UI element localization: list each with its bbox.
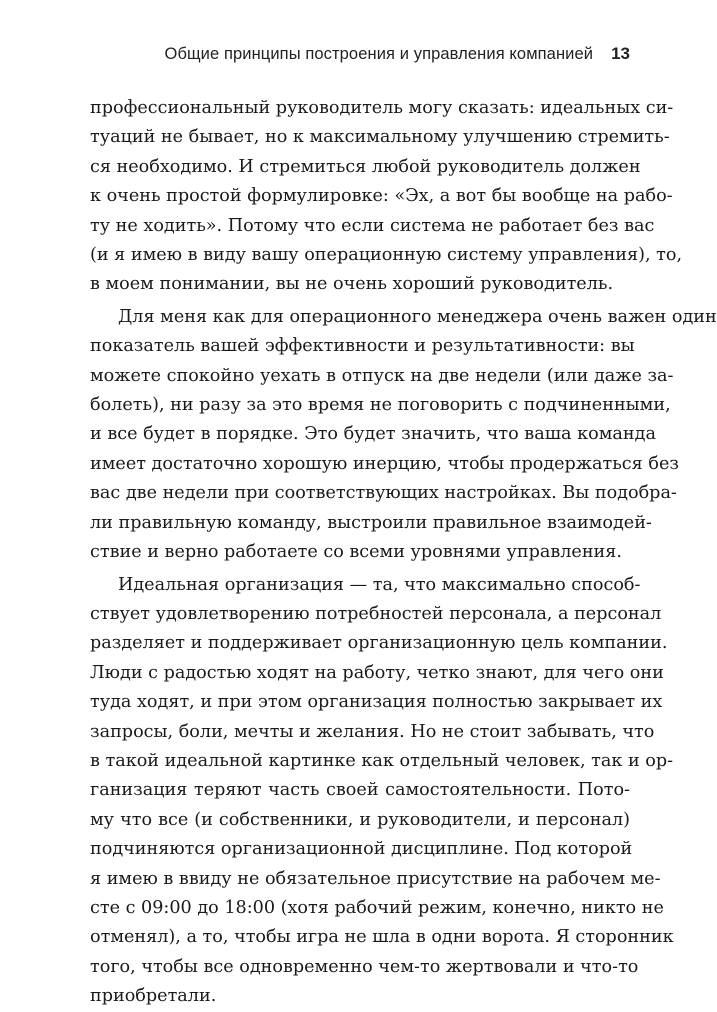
text-line: ли правильную команду, выстроили правильное взаимодей- bbox=[90, 512, 652, 533]
text-line: ганизация теряют часть своей самостоятельности. Пото- bbox=[90, 780, 630, 801]
page-number: 13 bbox=[611, 44, 630, 63]
paragraph-2 bbox=[90, 303, 717, 568]
text-line: му что все (и собственники, и руководители, и персонал) bbox=[90, 809, 630, 830]
text-line: вас две недели при соответствующих настройках. Вы подобра- bbox=[90, 483, 677, 504]
text-line: можете спокойно уехать в отпуск на две недели (или даже за- bbox=[90, 365, 674, 386]
text-line: сте с 09:00 до 18:00 (хотя рабочий режим, конечно, никто не bbox=[90, 897, 664, 918]
body-text bbox=[90, 94, 717, 1012]
text-line: Идеальная организация — та, что максимально способ- bbox=[118, 574, 641, 595]
text-line: ся необходимо. И стремиться любой руководитель должен bbox=[90, 156, 641, 177]
paragraph-1 bbox=[90, 94, 683, 300]
text-line: того, чтобы все одновременно чем-то жертвовали и что-то bbox=[90, 956, 639, 977]
text-line: подчиняются организационной дисциплине. Под которой bbox=[90, 839, 633, 860]
running-head bbox=[90, 44, 630, 64]
text-line: туда ходят, и при этом организация полностью закрывает их bbox=[90, 692, 663, 713]
text-line: Люди с радостью ходят на работу, четко знают, для чего они bbox=[90, 662, 664, 683]
text-line: приобретали. bbox=[90, 986, 217, 1007]
text-line: в такой идеальной картинке как отдельный человек, так и ор- bbox=[90, 750, 674, 771]
text-line: и все будет в порядке. Это будет значить, что ваша команда bbox=[90, 424, 656, 445]
running-head-title: Общие принципы построения и управления компанией bbox=[164, 45, 594, 63]
text-line: (и я имею в виду вашу операционную систему управления), то, bbox=[90, 245, 683, 266]
text-line: я имею в ввиду не обязательное присутствие на рабочем ме- bbox=[90, 868, 661, 889]
text-line: ствие и верно работаете со всеми уровнями управления. bbox=[90, 542, 622, 563]
text-line: туаций не бывает, но к максимальному улучшению стремить- bbox=[90, 127, 670, 148]
text-line: имеет достаточно хорошую инерцию, чтобы продержаться без bbox=[90, 453, 679, 474]
text-line: Для меня как для операционного менеджера очень важен один bbox=[118, 306, 717, 327]
text-line: ту не ходить». Потому что если система не работает без вас bbox=[90, 215, 655, 236]
text-line: болеть), ни разу за это время не поговорить с подчиненными, bbox=[90, 395, 671, 416]
text-line: запросы, боли, мечты и желания. Но не стоит забывать, что bbox=[90, 721, 655, 742]
paragraph-3 bbox=[90, 571, 674, 1012]
text-line: к очень простой формулировке: «Эх, а вот бы вообще на рабо- bbox=[90, 186, 673, 207]
text-line: профессиональный руководитель могу сказать: идеальных си- bbox=[90, 98, 674, 118]
text-line: показатель вашей эффективности и результативности: вы bbox=[90, 336, 635, 357]
text-line: отменял), а то, чтобы игра не шла в одни ворота. Я сторонник bbox=[90, 927, 674, 948]
text-line: разделяет и поддерживает организационную цель компании. bbox=[90, 633, 668, 654]
text-line: ствует удовлетворению потребностей персонала, а персонал bbox=[90, 603, 662, 624]
text-line: в моем понимании, вы не очень хороший руководитель. bbox=[90, 274, 614, 295]
